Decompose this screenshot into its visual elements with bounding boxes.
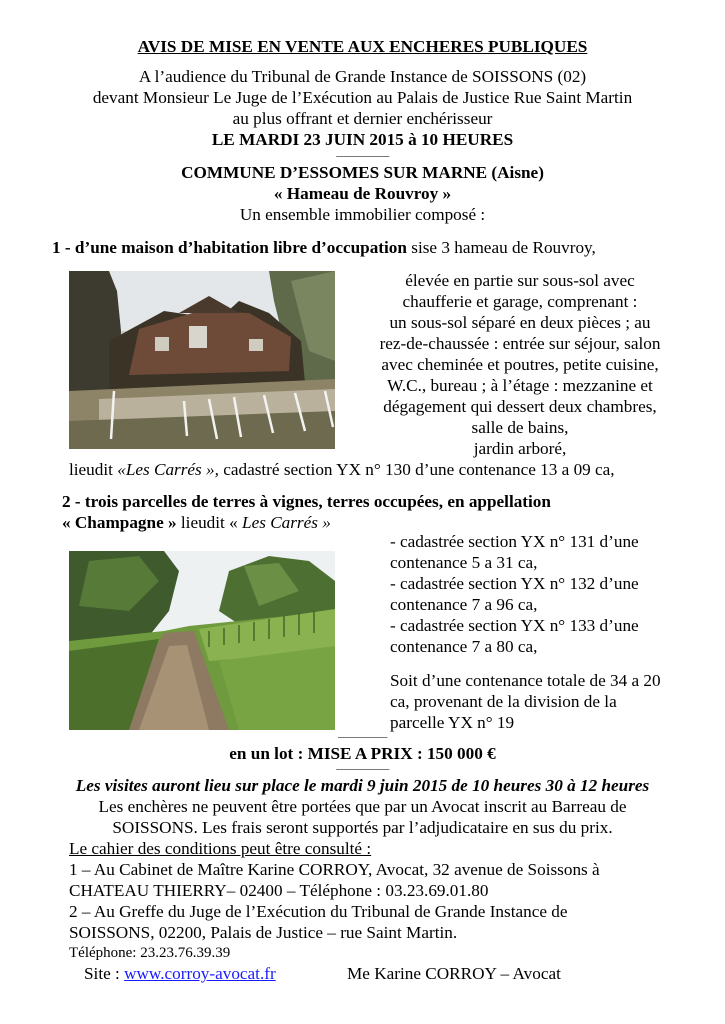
lot2-parcel-line-3: - cadastrée section YX n° 132 d’une xyxy=(390,574,639,593)
tribunal-line: A l’audience du Tribunal de Grande Instance de SOISSONS (02) xyxy=(138,67,587,86)
lot1-cadastre xyxy=(69,459,615,480)
lot1-description-line-8: salle de bains, xyxy=(471,418,569,437)
lot1-description-line-9: jardin arboré, xyxy=(473,439,567,458)
lot2-parcel-line-1: - cadastrée section YX n° 131 d’une xyxy=(390,532,639,551)
lot2-appellation xyxy=(62,512,331,533)
commune-name: COMMUNE D’ESSOMES SUR MARNE (Aisne) xyxy=(181,163,544,182)
lot1-cadastre-place: «Les Carrés », xyxy=(117,460,219,479)
starting-price: en un lot : MISE A PRIX : 150 000 € xyxy=(229,744,496,763)
cahier-heading: Le cahier des conditions peut être consulté : xyxy=(69,839,372,858)
hamlet-name: « Hameau de Rouvroy » xyxy=(273,184,452,203)
contact-2-line-2: SOISSONS, 02200, Palais de Justice – rue Saint Martin. xyxy=(69,923,458,942)
lot1-description-line-5: avec cheminée et poutres, petite cuisine, xyxy=(381,355,659,374)
lot2-total-line-1: Soit d’une contenance totale de 34 a 20 xyxy=(390,671,661,690)
lot2-parcel-line-5: - cadastrée section YX n° 133 d’une xyxy=(390,616,639,635)
house-photo xyxy=(69,271,335,449)
contact-1-line-2: CHATEAU THIERRY– 02400 – Téléphone : 03.23.69.01.80 xyxy=(69,881,489,900)
site-label: Site : xyxy=(84,964,125,983)
lot2-total-line-2: ca, provenant de la division de la xyxy=(390,692,617,711)
sale-date: LE MARDI 23 JUIN 2015 à 10 HEURES xyxy=(211,130,514,149)
bids-line-1: Les enchères ne peuvent être portées que par un Avocat inscrit au Barreau de xyxy=(98,797,627,816)
lot2-parcel-line-4: contenance 7 a 96 ca, xyxy=(390,595,538,614)
lot1-heading xyxy=(52,237,596,258)
intro-text: Un ensemble immobilier composé : xyxy=(239,205,486,224)
lot2-heading: 2 - trois parcelles de terres à vignes, terres occupées, en appellation xyxy=(62,492,551,511)
separator: ----------------------------- xyxy=(335,152,390,160)
lot1-heading-rest: sise 3 hameau de Rouvroy, xyxy=(406,238,596,257)
notice-title: AVIS DE MISE EN VENTE AUX ENCHERES PUBLIQUES xyxy=(137,37,588,56)
contact-2-line-1: 2 – Au Greffe du Juge de l’Exécution du Tribunal de Grande Instance de xyxy=(69,902,568,921)
website-link[interactable]: www.corroy-avocat.fr xyxy=(124,964,276,983)
lot1-description-line-7: dégagement qui dessert deux chambres, xyxy=(383,397,657,416)
visits-notice: Les visites auront lieu sur place le mardi 9 juin 2015 de 10 heures 30 à 12 heures xyxy=(75,776,650,795)
signature: Me Karine CORROY – Avocat xyxy=(347,964,561,983)
lot2-parcel-line-6: contenance 7 a 80 ca, xyxy=(390,637,538,656)
lot2-parcel-line-2: contenance 5 a 31 ca, xyxy=(390,553,538,572)
lot2-appellation-place: Les Carrés » xyxy=(242,513,331,532)
lot1-description-line-1: élevée en partie sur sous-sol avec xyxy=(405,271,635,290)
lot2-appellation-mid: lieudit « xyxy=(176,513,243,532)
price-separator-top: --------------------------- xyxy=(337,733,388,741)
phone-number: Téléphone: 23.23.76.39.39 xyxy=(69,945,231,961)
contact-1-line-1: 1 – Au Cabinet de Maître Karine CORROY, Avocat, 32 avenue de Soissons à xyxy=(69,860,600,879)
lot2-appellation-bold: « Champagne » xyxy=(62,513,177,532)
lot1-cadastre-prefix: lieudit xyxy=(69,460,118,479)
lot1-description-line-6: W.C., bureau ; à l’étage : mezzanine et xyxy=(387,376,653,395)
lot1-description-line-2: chaufferie et garage, comprenant : xyxy=(402,292,638,311)
website-line xyxy=(84,963,276,984)
lot2-total-line-3: parcelle YX n° 19 xyxy=(390,713,515,732)
vineyard-photo xyxy=(69,551,335,730)
bids-line-2: SOISSONS. Les frais seront supportés par l’adjudicataire en sus du prix. xyxy=(112,818,613,837)
judge-line: devant Monsieur Le Juge de l’Exécution au Palais de Justice Rue Saint Martin xyxy=(92,88,633,107)
lot1-description-line-3: un sous-sol séparé en deux pièces ; au xyxy=(389,313,651,332)
lot1-cadastre-rest: cadastré section YX n° 130 d’une contenance 13 a 09 ca, xyxy=(218,460,615,479)
lot1-heading-bold: 1 - d’une maison d’habitation libre d’occupation xyxy=(52,238,407,257)
price-separator-bottom: ----------------------------- xyxy=(335,765,390,773)
lot1-description-line-4: rez-de-chaussée : entrée sur séjour, salon xyxy=(379,334,661,353)
bidder-line: au plus offrant et dernier enchérisseur xyxy=(232,109,493,128)
